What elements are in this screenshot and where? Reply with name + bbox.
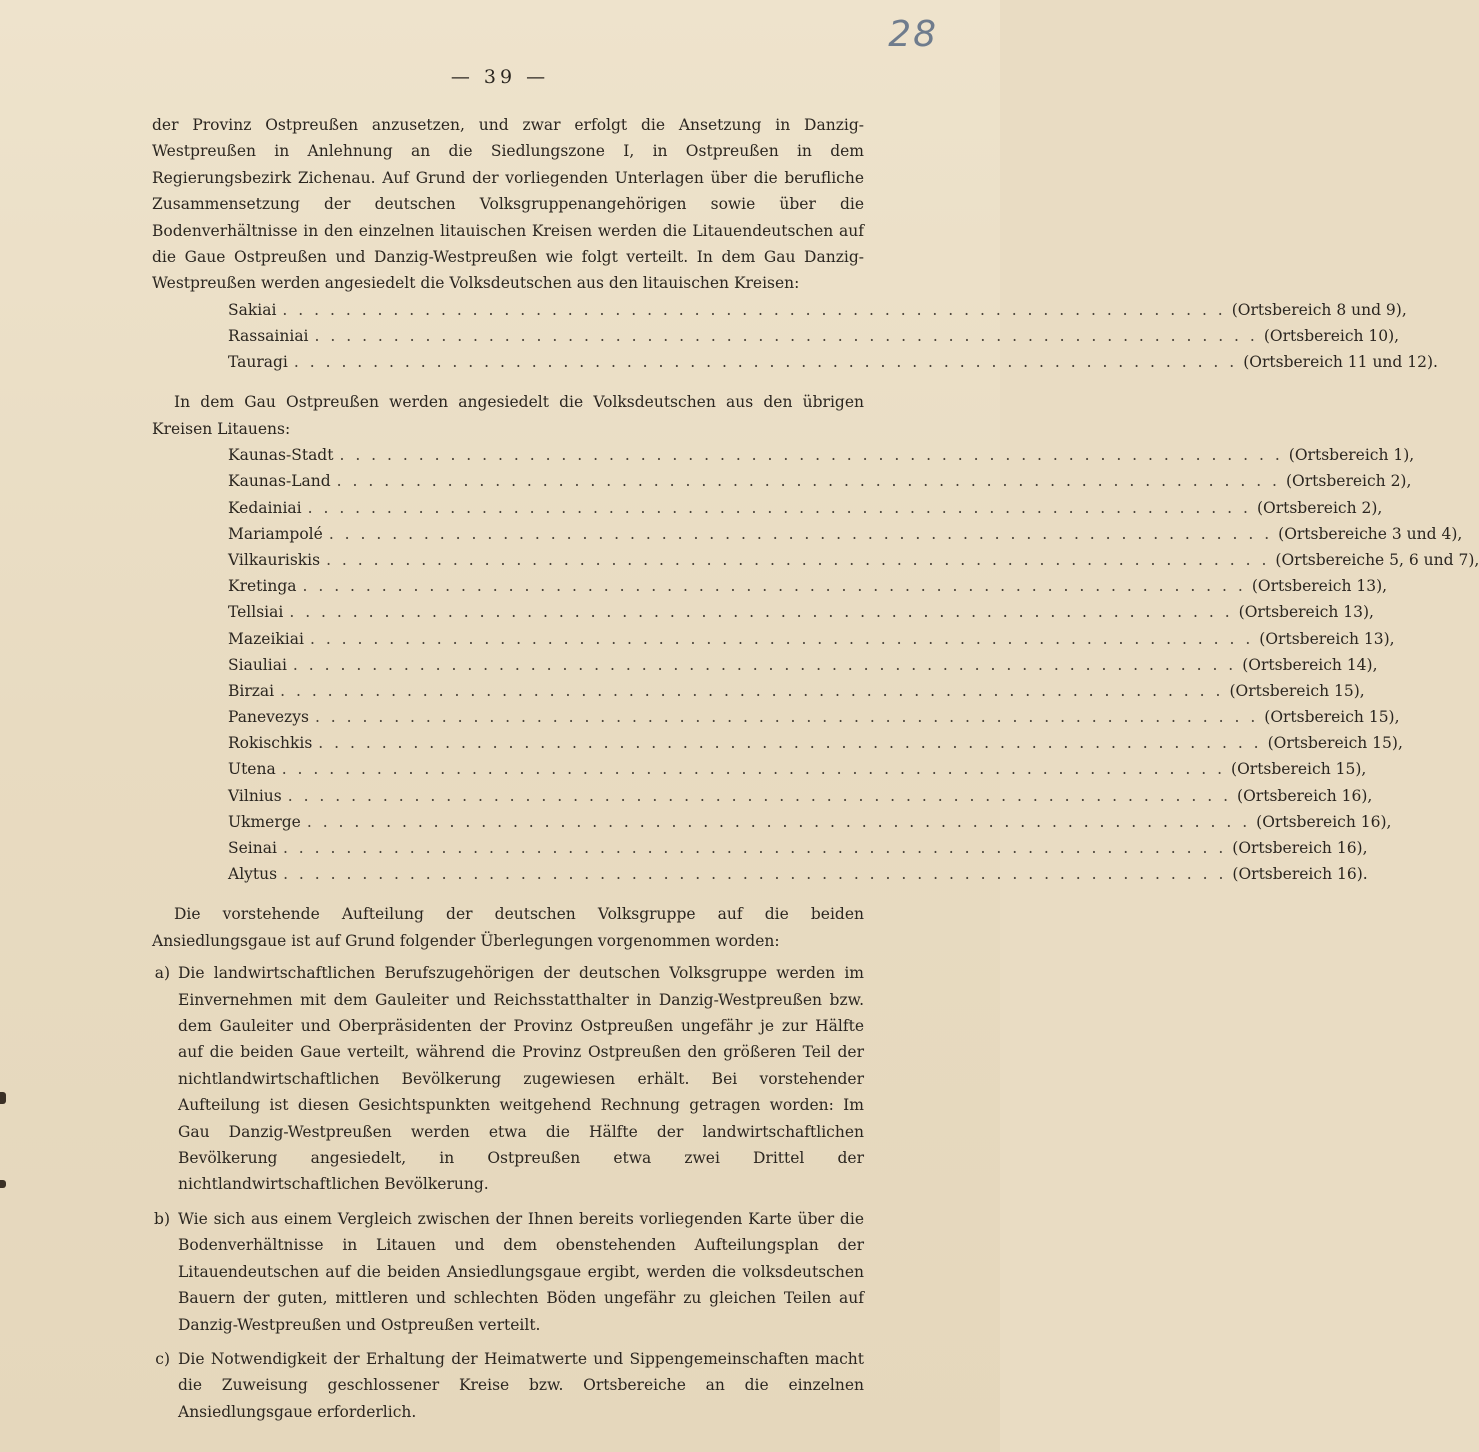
- district-ortsbereich: (Ortsbereich 15),: [1264, 708, 1400, 727]
- district-ortsbereich: (Ortsbereich 16),: [1256, 812, 1392, 831]
- district-row: [228, 323, 1400, 349]
- binding-hole-mark: [0, 1180, 6, 1188]
- district-row: [228, 626, 1395, 652]
- leader-dots: . . . . . . . . . . . . . . . . . . . . . . . . . . . . . . . . . . . . . . . . . . . . . . . . . . . . . . . . . . . .: [282, 300, 1226, 319]
- leader-dots: . . . . . . . . . . . . . . . . . . . . . . . . . . . . . . . . . . . . . . . . . . . . . . . . . . . . . . . . . . . .: [280, 681, 1224, 700]
- reason-text: Wie sich aus einem Vergleich zwischen der Ihnen bereits vorliegenden Karte über die Bodenverhältnisse in Litauen und dem obenstehenden Aufteilungsplan der Litauendeutschen auf die beiden Ansiedlungsgaue ergibt, werden die volksdeutschen Bauern der guten, mittleren und schlechten Böden ungefähr zu gleichen Teilen auf Danzig-Westpreußen und Ostpreußen verteilt.: [178, 1209, 864, 1334]
- district-name: Vilnius: [228, 786, 282, 805]
- district-name: Tellsiai: [228, 603, 284, 622]
- body-text: [152, 112, 1479, 1433]
- district-ortsbereich: (Ortsbereich 1),: [1288, 446, 1415, 465]
- leader-dots: . . . . . . . . . . . . . . . . . . . . . . . . . . . . . . . . . . . . . . . . . . . . . . . . . . . . . . . . . . . .: [339, 446, 1283, 465]
- district-row: [228, 809, 1392, 835]
- district-name: Alytus: [228, 865, 278, 884]
- leader-dots: . . . . . . . . . . . . . . . . . . . . . . . . . . . . . . . . . . . . . . . . . . . . . . . . . . . . . . . . . . . .: [282, 839, 1227, 858]
- district-row: [228, 861, 1368, 887]
- handwritten-page-note: 28: [888, 14, 938, 55]
- district-name: Birzai: [228, 681, 275, 700]
- district-ortsbereich: (Ortsbereiche 5, 6 und 7),: [1275, 550, 1479, 569]
- district-name: Vilkauriskis: [228, 550, 321, 569]
- district-name: Mazeikiai: [228, 629, 304, 648]
- intro-paragraph: der Provinz Ostpreußen anzusetzen, und zwar erfolgt die Ansetzung in Danzig-Westpreußen in Anlehnung an die Siedlungszone I, in Ostpreußen in dem Regierungsbezirk Zichenau. Auf Grund der vorliegenden Unterlagen über die berufliche Zusammensetzung der deutschen Volksgruppenangehörigen sowie über die Bodenverhältnisse in den einzelnen litauischen Kreisen werden die Litauendeutschen auf die Gaue Ostpreußen und Danzig-Westpreußen wie folgt verteilt. In dem Gau Danzig-Westpreußen werden angesiedelt die Volksdeutschen aus den litauischen Kreisen:: [152, 116, 864, 293]
- district-name: Kaunas-Land: [228, 472, 331, 491]
- leader-dots: . . . . . . . . . . . . . . . . . . . . . . . . . . . . . . . . . . . . . . . . . . . . . . . . . . . . . . . . . . . .: [314, 708, 1259, 727]
- reason-item: [152, 1346, 864, 1425]
- leader-dots: . . . . . . . . . . . . . . . . . . . . . . . . . . . . . . . . . . . . . . . . . . . . . . . . . . . . . . . . . . . .: [289, 603, 1233, 622]
- district-name: Sakiai: [228, 300, 277, 319]
- district-name: Utena: [228, 760, 276, 779]
- district-name: Rassainiai: [228, 327, 309, 346]
- district-row: [228, 349, 1438, 375]
- leader-dots: . . . . . . . . . . . . . . . . . . . . . . . . . . . . . . . . . . . . . . . . . . . . . . . . . . . . . . . . . . . .: [326, 550, 1270, 569]
- leader-dots: . . . . . . . . . . . . . . . . . . . . . . . . . . . . . . . . . . . . . . . . . . . . . . . . . . . . . . . . . . . .: [281, 760, 1226, 779]
- district-ortsbereich: (Ortsbereich 13),: [1238, 603, 1374, 622]
- leader-dots: . . . . . . . . . . . . . . . . . . . . . . . . . . . . . . . . . . . . . . . . . . . . . . . . . . . . . . . . . . . .: [307, 498, 1251, 517]
- leader-dots: . . . . . . . . . . . . . . . . . . . . . . . . . . . . . . . . . . . . . . . . . . . . . . . . . . . . . . . . . . . .: [306, 812, 1251, 831]
- district-name: Mariampolé: [228, 524, 323, 543]
- district-row: [228, 573, 1388, 599]
- district-ortsbereich: (Ortsbereich 15),: [1229, 681, 1365, 700]
- district-ortsbereich: (Ortsbereich 16),: [1232, 839, 1368, 858]
- district-ortsbereich: (Ortsbereiche 3 und 4),: [1278, 524, 1463, 543]
- district-name: Siauliai: [228, 655, 287, 674]
- district-ortsbereich: (Ortsbereich 8 und 9),: [1231, 300, 1407, 319]
- district-row: [228, 704, 1400, 730]
- leader-dots: . . . . . . . . . . . . . . . . . . . . . . . . . . . . . . . . . . . . . . . . . . . . . . . . . . . . . . . . . . . .: [292, 655, 1237, 674]
- district-row: [228, 678, 1365, 704]
- danzig-district-list: [228, 297, 1438, 376]
- page-number: — 39 —: [450, 66, 550, 88]
- reason-text: Die Notwendigkeit der Erhaltung der Heimatwerte und Sippengemeinschaften macht die Zuweisung geschlossener Kreise bzw. Ortsbereiche an die einzelnen Ansiedlungsgaue erforderlich.: [178, 1349, 864, 1421]
- district-ortsbereich: (Ortsbereich 10),: [1263, 327, 1400, 346]
- district-row: [228, 547, 1479, 573]
- district-row: [228, 599, 1374, 625]
- conclusion-paragraph: Die vorstehende Aufteilung der deutschen Volksgruppe auf die beiden Ansiedlungsgaue ist auf Grund folgender Überlegungen vorgenommen worden:: [152, 905, 864, 950]
- district-name: Kretinga: [228, 577, 297, 596]
- district-row: [228, 468, 1412, 494]
- district-row: [228, 835, 1368, 861]
- district-name: Rokischkis: [228, 734, 313, 753]
- district-ortsbereich: (Ortsbereich 15),: [1231, 760, 1367, 779]
- leader-dots: . . . . . . . . . . . . . . . . . . . . . . . . . . . . . . . . . . . . . . . . . . . . . . . . . . . . . . . . . . . .: [283, 865, 1227, 884]
- binding-hole-mark: [0, 1092, 6, 1104]
- district-row: [228, 783, 1373, 809]
- leader-dots: . . . . . . . . . . . . . . . . . . . . . . . . . . . . . . . . . . . . . . . . . . . . . . . . . . . . . . . . . . . .: [318, 734, 1262, 753]
- reasons-list: [152, 960, 864, 1425]
- district-ortsbereich: (Ortsbereich 15),: [1267, 734, 1403, 753]
- district-ortsbereich: (Ortsbereich 13),: [1251, 577, 1388, 596]
- leader-dots: . . . . . . . . . . . . . . . . . . . . . . . . . . . . . . . . . . . . . . . . . . . . . . . . . . . . . . . . . . . .: [293, 353, 1238, 372]
- district-ortsbereich: (Ortsbereich 16).: [1232, 865, 1368, 884]
- district-ortsbereich: (Ortsbereich 11 und 12).: [1243, 353, 1438, 372]
- reason-item: [152, 1206, 864, 1338]
- reason-text: Die landwirtschaftlichen Berufszugehörigen der deutschen Volksgruppe werden im Einvernehmen mit dem Gauleiter und Reichsstatthalter in Danzig-Westpreußen bzw. dem Gauleiter und Oberpräsidenten der Provinz Ostpreußen ungefähr je zur Hälfte auf die beiden Gaue verteilt, während die Provinz Ostpreußen den größeren Teil der nichtlandwirtschaftlichen Bevölkerung zugewiesen erhält. Bei vorstehender Aufteilung ist diesen Gesichtspunkten weitgehend Rechnung getragen worden: Im Gau Danzig-Westpreußen werden etwa die Hälfte der landwirtschaftlichen Bevölkerung angesiedelt, in Ostpreußen etwa zwei Drittel der nichtlandwirtschaftlichen Bevölkerung.: [178, 964, 864, 1194]
- reason-item: [152, 960, 864, 1198]
- leader-dots: . . . . . . . . . . . . . . . . . . . . . . . . . . . . . . . . . . . . . . . . . . . . . . . . . . . . . . . . . . . .: [328, 524, 1273, 543]
- leader-dots: . . . . . . . . . . . . . . . . . . . . . . . . . . . . . . . . . . . . . . . . . . . . . . . . . . . . . . . . . . . .: [314, 327, 1258, 346]
- ostpreussen-paragraph: In dem Gau Ostpreußen werden angesiedelt die Volksdeutschen aus den übrigen Kreisen Litauens:: [152, 393, 864, 438]
- ostpreussen-district-list: [228, 442, 1479, 887]
- reason-label: c): [155, 1349, 170, 1368]
- district-row: [228, 652, 1378, 678]
- district-row: [228, 756, 1367, 782]
- reason-label: a): [154, 964, 170, 983]
- district-name: Tauragi: [228, 353, 288, 372]
- district-row: [228, 730, 1403, 756]
- district-row: [228, 297, 1407, 323]
- district-row: [228, 442, 1415, 468]
- district-name: Seinai: [228, 839, 277, 858]
- district-name: Panevezys: [228, 708, 309, 727]
- leader-dots: . . . . . . . . . . . . . . . . . . . . . . . . . . . . . . . . . . . . . . . . . . . . . . . . . . . . . . . . . . . .: [336, 472, 1280, 491]
- district-ortsbereich: (Ortsbereich 2),: [1286, 472, 1412, 491]
- district-ortsbereich: (Ortsbereich 2),: [1256, 498, 1383, 517]
- district-ortsbereich: (Ortsbereich 14),: [1242, 655, 1378, 674]
- reason-label: b): [154, 1209, 170, 1228]
- district-ortsbereich: (Ortsbereich 16),: [1237, 786, 1373, 805]
- leader-dots: . . . . . . . . . . . . . . . . . . . . . . . . . . . . . . . . . . . . . . . . . . . . . . . . . . . . . . . . . . . .: [287, 786, 1232, 805]
- district-name: Ukmerge: [228, 812, 301, 831]
- district-ortsbereich: (Ortsbereich 13),: [1259, 629, 1395, 648]
- leader-dots: . . . . . . . . . . . . . . . . . . . . . . . . . . . . . . . . . . . . . . . . . . . . . . . . . . . . . . . . . . . .: [309, 629, 1254, 648]
- district-name: Kaunas-Stadt: [228, 446, 334, 465]
- district-name: Kedainiai: [228, 498, 302, 517]
- district-row: [228, 495, 1383, 521]
- district-row: [228, 521, 1463, 547]
- leader-dots: . . . . . . . . . . . . . . . . . . . . . . . . . . . . . . . . . . . . . . . . . . . . . . . . . . . . . . . . . . . .: [302, 577, 1246, 596]
